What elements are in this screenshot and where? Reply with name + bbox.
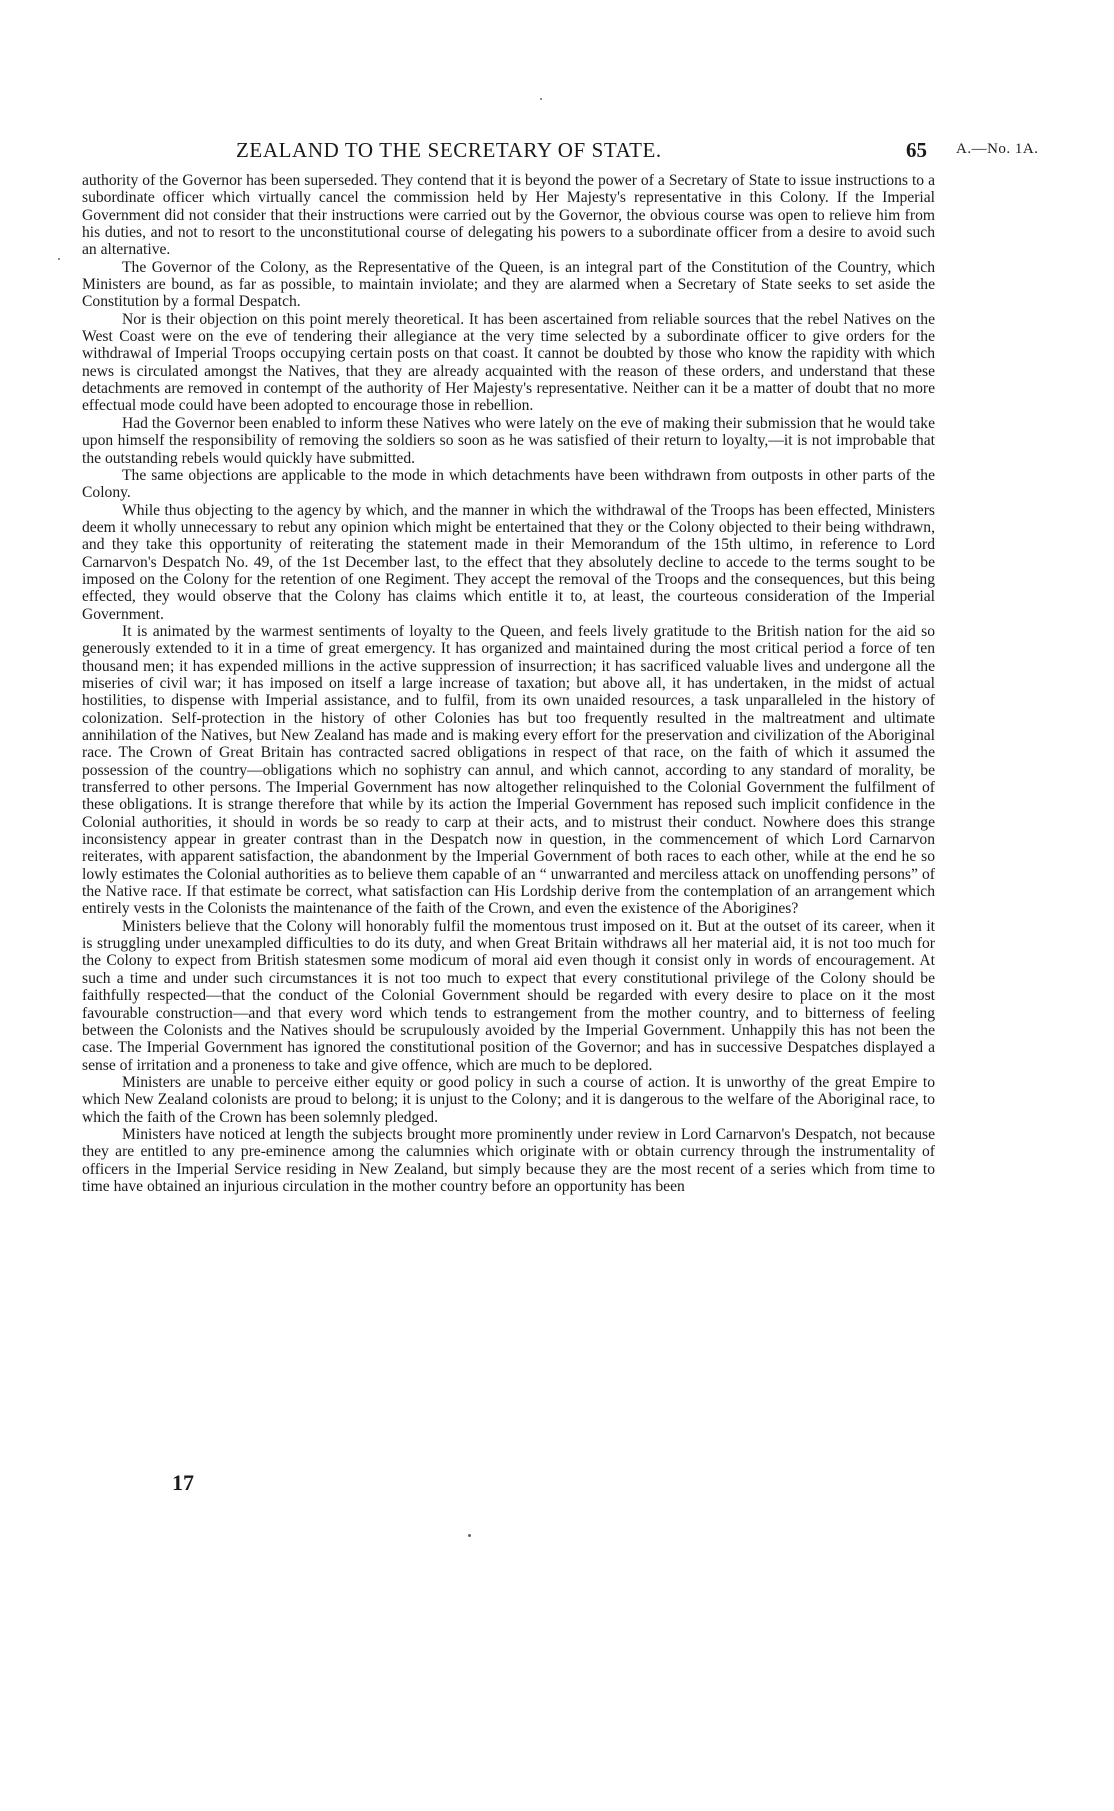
paragraph-6: While thus objecting to the agency by which, and the manner in which the withdrawal of the Troops has been effected, Ministers deem it wholly unnecessary to rebut any opinion which might be entertained that they or the Colony objected to their being withdrawn, and they take this opportunity of reiterating the statement made in their Memorandum of the 15th ultimo, in reference to Lord Carnarvon's Despatch No. 49, of the 1st December last, to the effect that they absolutely decline to accede to the terms sought to be imposed on the Colony for the retention of one Regiment. They accept the removal of the Troops and the consequences, but this being effected, they would observe that the Colony has claims which entitle it to, at least, the courteous consideration of the Imperial Government. (82, 501, 935, 623)
paper-speck (58, 258, 60, 260)
body-text (82, 172, 935, 1195)
page-header (0, 138, 1114, 166)
page-number: 65 (906, 138, 927, 162)
document-reference: A.—No. 1A. (956, 141, 1039, 157)
paragraph-1: authority of the Governor has been superseded. They contend that it is beyond the power of a Secretary of State to issue instructions to a subordinate officer which virtually cancel the commission held by Her Majesty's representative in this Colony. If the Imperial Government did not consider that their instructions were carried out by the Governor, the obvious course was open to relieve him from his duties, and not to resort to the unconstitutional course of delegating his powers to a subordinate officer from a desire to avoid such an alternative. (82, 172, 935, 259)
printer-signature-mark: 17 (172, 1470, 194, 1495)
paragraph-5: The same objections are applicable to the mode in which detachments have been withdrawn from outposts in other parts of the Colony. (82, 466, 935, 502)
paragraph-10: Ministers have noticed at length the subjects brought more prominently under review in Lord Carnarvon's Despatch, not because they are entitled to any pre-eminence among the calumnies which originate with or obtain currency through the instrumentality of officers in the Imperial Service residing in New Zealand, but simply because they are the most recent of a series which from time to time have obtained an injurious circulation in the mother country before an opportunity has been (82, 1125, 935, 1195)
paragraph-4: Had the Governor been enabled to inform these Natives who were lately on the eve of making their submission that he would take upon himself the responsibility of removing the soldiers so soon as he was satisfied of their return to loyalty,—it is not improbable that the outstanding rebels would quickly have submitted. (82, 414, 935, 467)
paragraph-9: Ministers are unable to perceive either equity or good policy in such a course of action. It is unworthy of the great Empire to which New Zealand colonists are proud to belong; it is unjust to the Colony; and it is dangerous to the welfare of the Aboriginal race, to which the faith of the Crown has been solemnly pledged. (82, 1073, 935, 1126)
paragraph-7: It is animated by the warmest sentiments of loyalty to the Queen, and feels lively gratitude to the British nation for the aid so generously extended to it in a time of great emergency. It has organized and maintained during the most critical period a force of ten thousand men; it has expended millions in the active suppression of insurrection; it has sacrificed valuable lives and undergone all the miseries of civil war; it has imposed on itself a large increase of taxation; but above all, it has undertaken, in the midst of actual hostilities, to dispense with Imperial assistance, and to fulfil, from its own unaided resources, a task unparalleled in the history of colonization. Self-protection in the history of other Colonies has but too frequently resulted in the maltreatment and ultimate annihilation of the Natives, but New Zealand has made and is making every effort for the preservation and civilization of the Aboriginal race. The Crown of Great Britain has contracted sacred obligations in respect of that race, on the faith of which it assumed the possession of the country—obligations which no sophistry can annul, and which cannot, according to any standard of morality, be transferred to other persons. The Imperial Government has now altogether relinquished to the Colonial Government the fulfilment of these obligations. It is strange therefore that while by its action the Imperial Government has reposed such implicit confidence in the Colonial authorities, it should in words be so ready to carp at their acts, and to mistrust their conduct. Nowhere does this strange inconsistency appear in greater contrast than in the Despatch now in question, in the commencement of which Lord Carnarvon reiterates, with apparent satisfaction, the abandonment by the Imperial Government of both races to each other, while at the end he so lowly estimates the Colonial authorities as to believe them capable of an “ unwarranted and merciless attack on unoffending persons” of the Native race. If that estimate be correct, what satisfaction can His Lordship derive from the contemplation of an arrangement which entirely vests in the Colonists the maintenance of the faith of the Crown, and even the existence of the Aborigines? (82, 622, 935, 918)
paragraph-2: The Governor of the Colony, as the Representative of the Queen, is an integral part of the Constitution of the Country, which Ministers are bound, as far as possible, to maintain inviolate; and they are alarmed when a Secretary of State seeks to set aside the Constitution by a formal Despatch. (82, 258, 935, 311)
paragraph-3: Nor is their objection on this point merely theoretical. It has been ascertained from reliable sources that the rebel Natives on the West Coast were on the eve of tendering their allegiance at the very time selected by a subordinate officer to give orders for the withdrawal of Imperial Troops occupying certain posts on that coast. It cannot be doubted by those who know the rapidity with which news is circulated amongst the Natives, that they are already acquainted with the reason of these orders, and understand that these detachments are removed in contempt of the authority of Her Majesty's representative. Neither can it be a matter of doubt that no more effectual mode could have been adopted to encourage those in rebellion. (82, 310, 935, 415)
paper-speck (540, 98, 542, 100)
running-head-title: ZEALAND TO THE SECRETARY OF STATE. (236, 138, 662, 162)
paragraph-8: Ministers believe that the Colony will honorably fulfil the momentous trust imposed on it. But at the outset of its career, when it is struggling under unexampled difficulties to do its duty, and when Great Britain withdraws all her material aid, it is not too much for the Colony to expect from British statesmen some modicum of moral aid even though it consist only in words of encouragement. At such a time and under such circumstances it is not too much to expect that every constitutional privilege of the Colony should be faithfully respected—that the conduct of the Colonial Government should be regarded with every desire to place on it the most favourable construction—and that every word which tends to estrangement from the mother country, and to bitterness of feeling between the Colonists and the Natives should be scrupulously avoided by the Imperial Government. Unhappily this has not been the case. The Imperial Government has ignored the constitutional position of the Governor; and has in successive Despatches displayed a sense of irritation and a proneness to take and give offence, which are much to be deplored. (82, 917, 935, 1074)
paper-speck (468, 1534, 471, 1537)
